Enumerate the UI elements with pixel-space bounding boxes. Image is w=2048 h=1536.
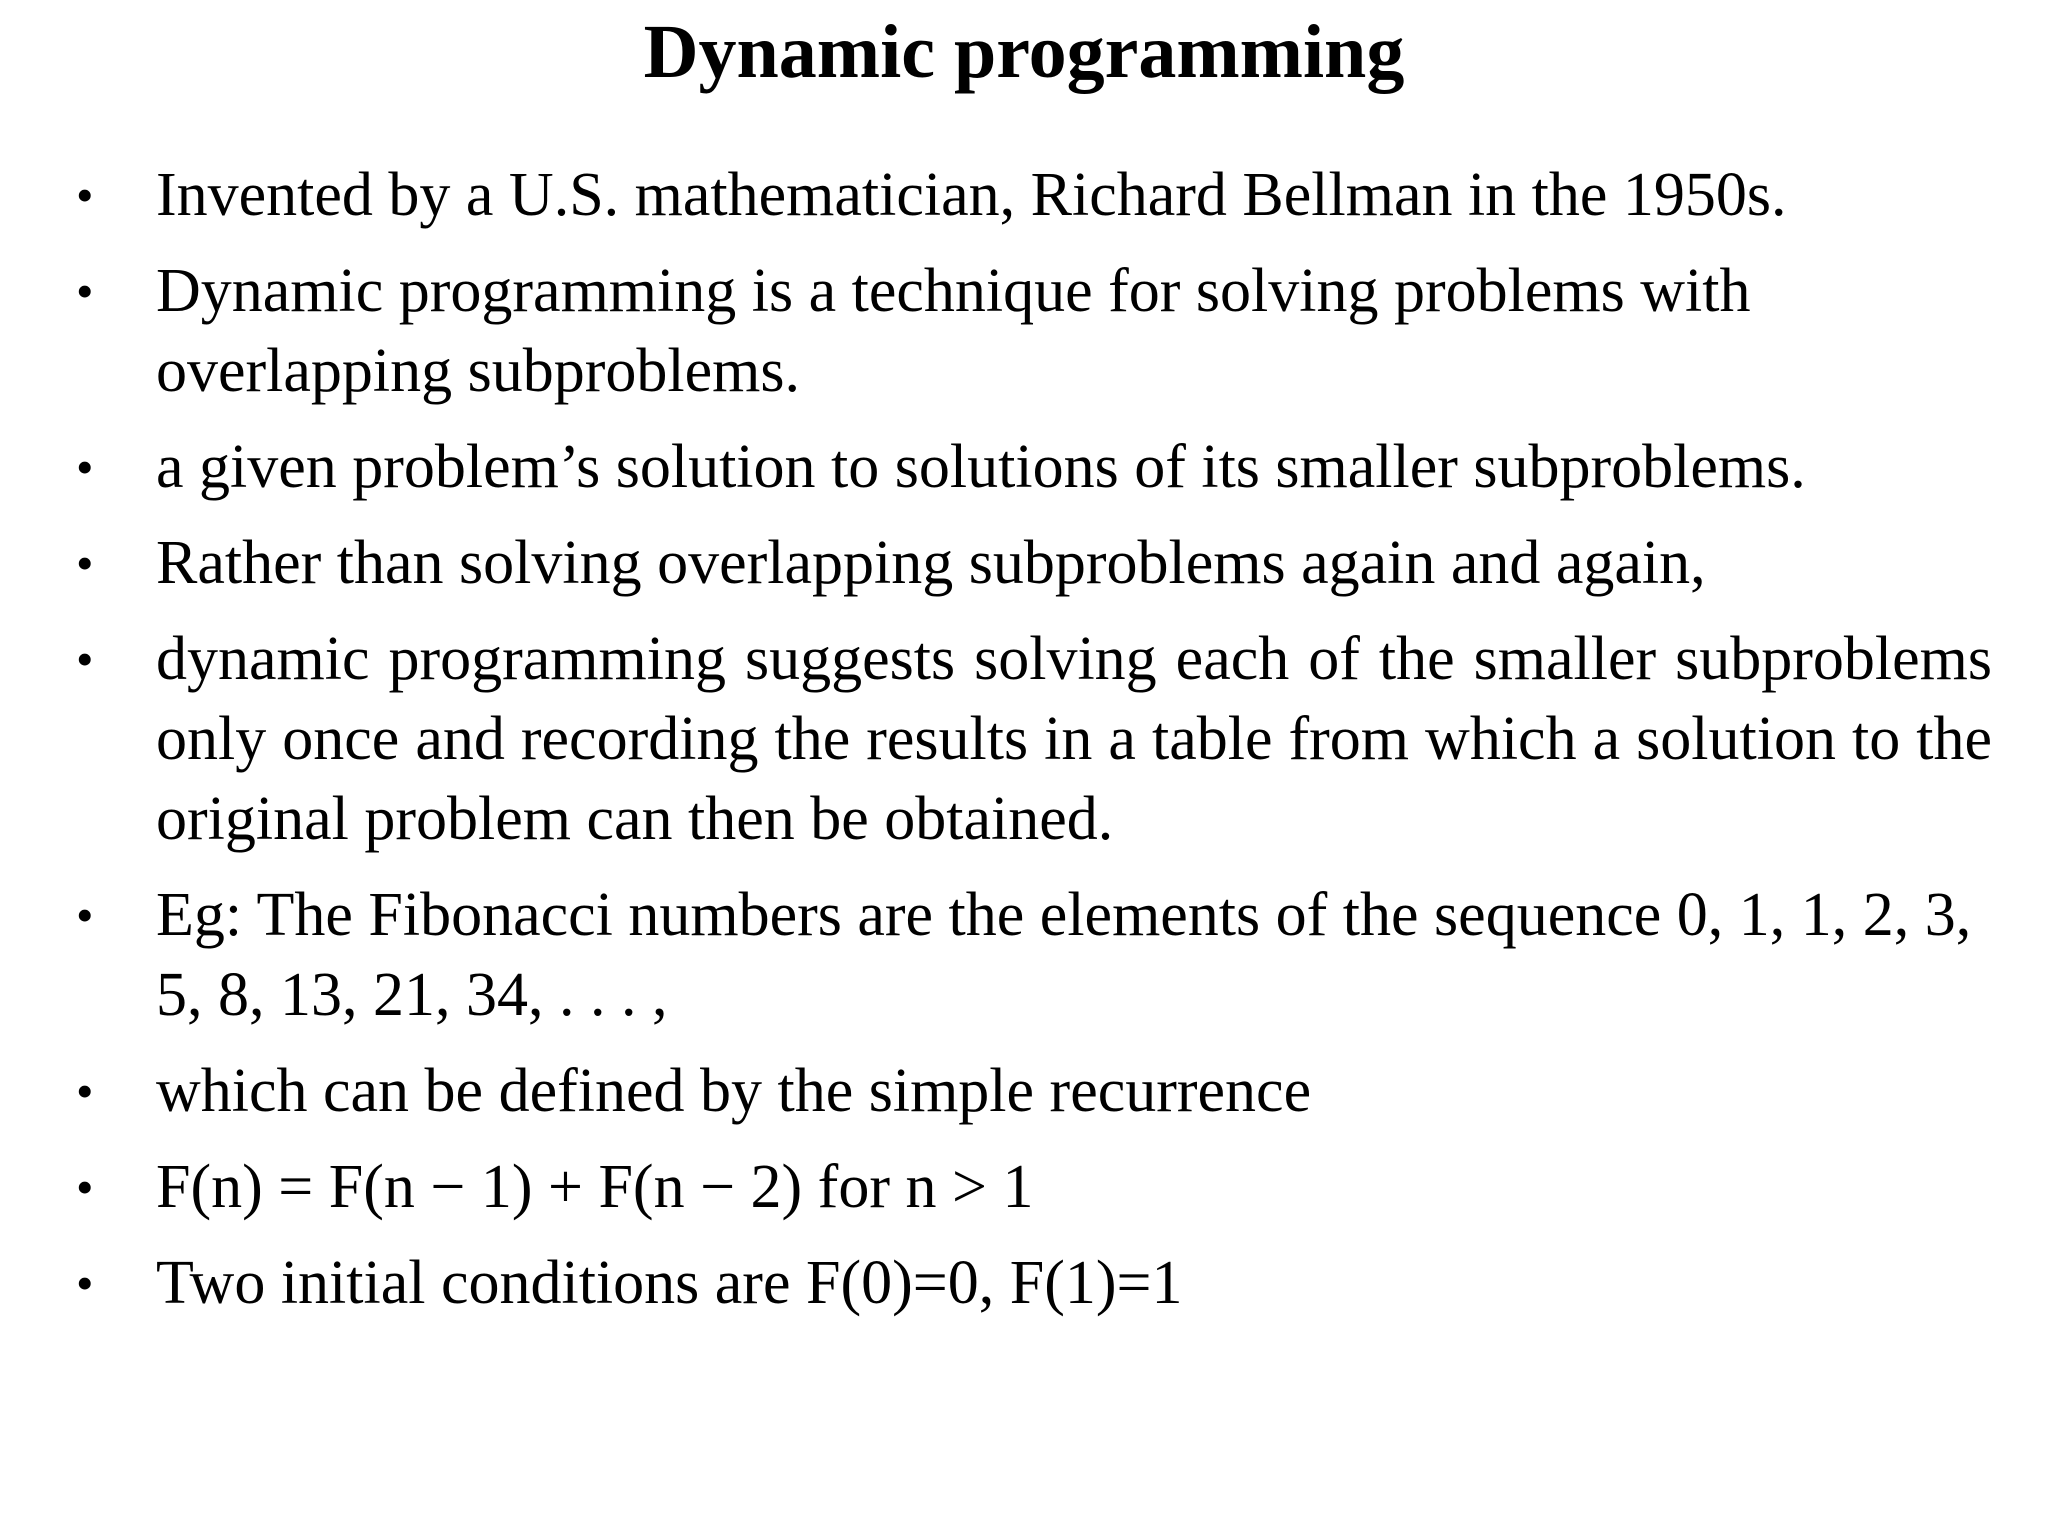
bullet-item (0, 1243, 1992, 1323)
bullet-text: a given problem’s solution to solutions of its smaller subproblems. (156, 433, 1806, 501)
bullet-item (0, 619, 1992, 859)
bullet-dot-icon: • (76, 631, 94, 687)
bullet-item (0, 251, 1992, 411)
bullet-text: Two initial conditions are F(0)=0, F(1)=1 (156, 1249, 1183, 1317)
bullet-list (0, 155, 2048, 1339)
bullet-text: F(n) = F(n − 1) + F(n − 2) for n > 1 (156, 1153, 1034, 1221)
bullet-dot-icon: • (76, 1255, 94, 1311)
bullet-text: dynamic programming suggests solving each of the smaller subproblems only once and recording the results in a table from which a solution to the original problem can then be obtained. (156, 625, 1992, 853)
bullet-item (0, 523, 1992, 603)
bullet-text: which can be defined by the simple recurrence (156, 1057, 1312, 1125)
bullet-dot-icon: • (76, 167, 94, 223)
bullet-item (0, 1051, 1992, 1131)
bullet-dot-icon: • (76, 535, 94, 591)
bullet-dot-icon: • (76, 1063, 94, 1119)
bullet-dot-icon: • (76, 439, 94, 495)
bullet-dot-icon: • (76, 887, 94, 943)
slide-title: Dynamic programming (643, 10, 1405, 94)
bullet-item (0, 875, 1992, 1035)
bullet-text: Rather than solving overlapping subproblems again and again, (156, 529, 1706, 597)
bullet-item (0, 427, 1992, 507)
bullet-text: Dynamic programming is a technique for solving problems with overlapping subproblems. (156, 257, 1751, 405)
bullet-text: Invented by a U.S. mathematician, Richard Bellman in the 1950s. (156, 161, 1787, 229)
bullet-dot-icon: • (76, 263, 94, 319)
bullet-dot-icon: • (76, 1159, 94, 1215)
bullet-item (0, 155, 1992, 235)
bullet-item (0, 1147, 1992, 1227)
bullet-text: Eg: The Fibonacci numbers are the elements of the sequence 0, 1, 1, 2, 3, 5, 8, 13, 21, 34, . . . , (156, 881, 1972, 1029)
